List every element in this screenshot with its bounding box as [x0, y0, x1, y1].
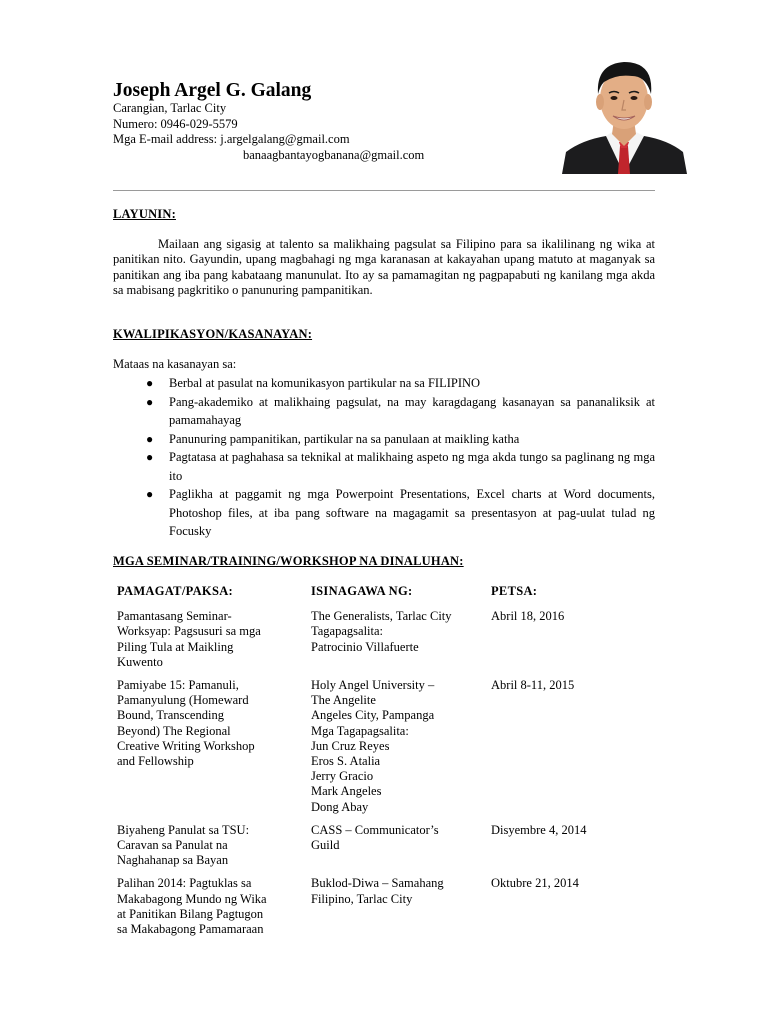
seminars-table [113, 584, 641, 943]
seminar-title-line: sa Makabagong Pamamaraan [117, 922, 264, 937]
seminar-organizer-line: Guild [311, 838, 340, 853]
seminars-table-body [113, 607, 641, 943]
seminar-title-line: Worksyap: Pagsusuri sa mga [117, 624, 261, 639]
bullet-icon: ● [146, 376, 154, 390]
table-header-row [113, 584, 641, 607]
seminar-title-line: Naghahanap sa Bayan [117, 853, 229, 868]
seminar-organizer-line: Angeles City, Pampanga [311, 708, 435, 723]
seminar-organizer-line: Dong Abay [311, 799, 369, 814]
seminar-date [487, 821, 641, 875]
table-row [113, 676, 641, 821]
header-divider [113, 190, 655, 191]
seminar-title-line: at Panitikan Bilang Pagtugon [117, 906, 264, 921]
seminar-title-line: Pamiyabe 15: Pamanuli, [117, 678, 239, 693]
seminar-organizer-line: Buklod-Diwa – Samahang [311, 876, 444, 891]
seminar-title [113, 676, 307, 821]
list-item: ● Panunuring pampanitikan, partikular na sa panulaan at maikling katha [113, 430, 655, 449]
column-header-organizer: ISINAGAWA NG: [311, 584, 413, 598]
seminar-title [113, 607, 307, 676]
seminar-date-line: Abril 18, 2016 [491, 609, 565, 624]
seminar-title-line: Palihan 2014: Pagtuklas sa [117, 876, 252, 891]
seminar-date-line: Oktubre 21, 2014 [491, 876, 579, 891]
layunin-heading: LAYUNIN: [113, 207, 176, 221]
table-row [113, 607, 641, 676]
table-row [113, 821, 641, 875]
table-row [113, 874, 641, 943]
contact-block [113, 101, 424, 163]
seminar-organizer-line: Mark Angeles [311, 784, 382, 799]
seminar-title-line: Bound, Transcending [117, 708, 224, 723]
seminar-title [113, 874, 307, 943]
seminar-title-line: and Fellowship [117, 754, 194, 769]
layunin-paragraph: Mailaan ang sigasig at talento sa malikhaing pagsulat sa Filipino para sa ikalilinang ng wika at panitikan nito. Gayundin, upang magbahagi ng mga karanasan at kakayahan upang matuto at maganyak sa panitikan ang iba pang kabataang manunulat. Ito ay sa pamamagitan ng pagpapabuti ng kanilang mga akda sa mabisang pagkritiko o panunuring pampanitikan. [113, 237, 655, 297]
seminars-heading: MGA SEMINAR/TRAINING/WORKSHOP NA DINALUHAN: [113, 554, 464, 568]
column-header-title: PAMAGAT/PAKSA: [117, 584, 233, 598]
seminar-title-line: Pamanyulung (Homeward [117, 693, 249, 708]
seminar-title [113, 821, 307, 875]
seminar-date [487, 607, 641, 676]
seminar-organizer [307, 676, 487, 821]
seminar-organizer-line: Jun Cruz Reyes [311, 738, 390, 753]
seminar-organizer [307, 874, 487, 943]
list-item: ● Pang-akademiko at malikhaing pagsulat, na may karagdagang kasanayan sa pananaliksik at pamamahayag [146, 394, 655, 427]
seminar-title-line: Piling Tula at Maikling [117, 639, 234, 654]
seminar-organizer-line: Mga Tagapagsalita: [311, 723, 409, 738]
kwalipikasyon-intro: Mataas na kasanayan sa: [113, 357, 237, 371]
seminar-organizer-line: Jerry Gracio [311, 769, 374, 784]
seminar-date [487, 676, 641, 821]
seminar-title-line: Creative Writing Workshop [117, 738, 255, 753]
list-item: ● Berbal at pasulat na komunikasyon partikular na sa FILIPINO [113, 374, 655, 393]
seminar-title-line: Biyaheng Panulat sa TSU: [117, 822, 250, 837]
seminar-organizer-line: Eros S. Atalia [311, 754, 381, 769]
phone-number: Numero: 0946-029-5579 [113, 116, 238, 131]
seminar-organizer-line: Holy Angel University – [311, 678, 435, 693]
seminar-organizer-line: The Angelite [311, 693, 376, 708]
bullet-icon: ● [146, 450, 154, 464]
seminar-title-line: Pamantasang Seminar- [117, 609, 232, 624]
skills-list [113, 374, 655, 541]
list-item: ● Pagtatasa at paghahasa sa teknikal at malikhaing aspeto ng mga akda tungo sa paglinang ng mga ito [146, 450, 655, 483]
seminar-organizer-line: The Generalists, Tarlac City [311, 609, 452, 624]
list-item: ● Paglikha at paggamit ng mga Powerpoint Presentations, Excel charts at Word documents, Photoshop files, at iba pang software na magagamit sa presentasyon at pag-uulat tulad ng Focusky [146, 487, 655, 538]
seminar-date [487, 874, 641, 943]
layunin-text [113, 237, 655, 298]
email-address-2: banaagbantayogbanana@gmail.com [243, 147, 425, 162]
seminar-title-line: Makabagong Mundo ng Wika [117, 891, 267, 906]
column-header-date: PETSA: [491, 584, 538, 598]
seminar-organizer-line: Tagapagsalita: [311, 624, 384, 639]
address: Carangian, Tarlac City [113, 101, 227, 115]
bullet-icon: ● [146, 394, 154, 409]
seminar-title-line: Kuwento [117, 654, 163, 669]
seminar-organizer-line: CASS – Communicator’s [311, 822, 439, 837]
seminar-title-line: Beyond) The Regional [117, 723, 231, 738]
seminar-date-line: Abril 8-11, 2015 [491, 678, 575, 693]
bullet-icon: ● [146, 487, 154, 501]
seminar-organizer-line: Filipino, Tarlac City [311, 891, 413, 906]
applicant-name: Joseph Argel G. Galang [113, 80, 312, 101]
seminar-organizer [307, 821, 487, 875]
kwalipikasyon-heading: KWALIPIKASYON/KASANAYAN: [113, 327, 313, 341]
seminar-date-line: Disyembre 4, 2014 [491, 822, 587, 837]
bullet-icon: ● [146, 431, 154, 446]
email-address: Mga E-mail address: j.argelgalang@gmail.com [113, 132, 350, 146]
seminar-organizer [307, 607, 487, 676]
profile-photo [562, 54, 687, 174]
seminar-title-line: Caravan sa Panulat na [117, 838, 228, 853]
seminar-organizer-line: Patrocinio Villafuerte [311, 639, 419, 654]
